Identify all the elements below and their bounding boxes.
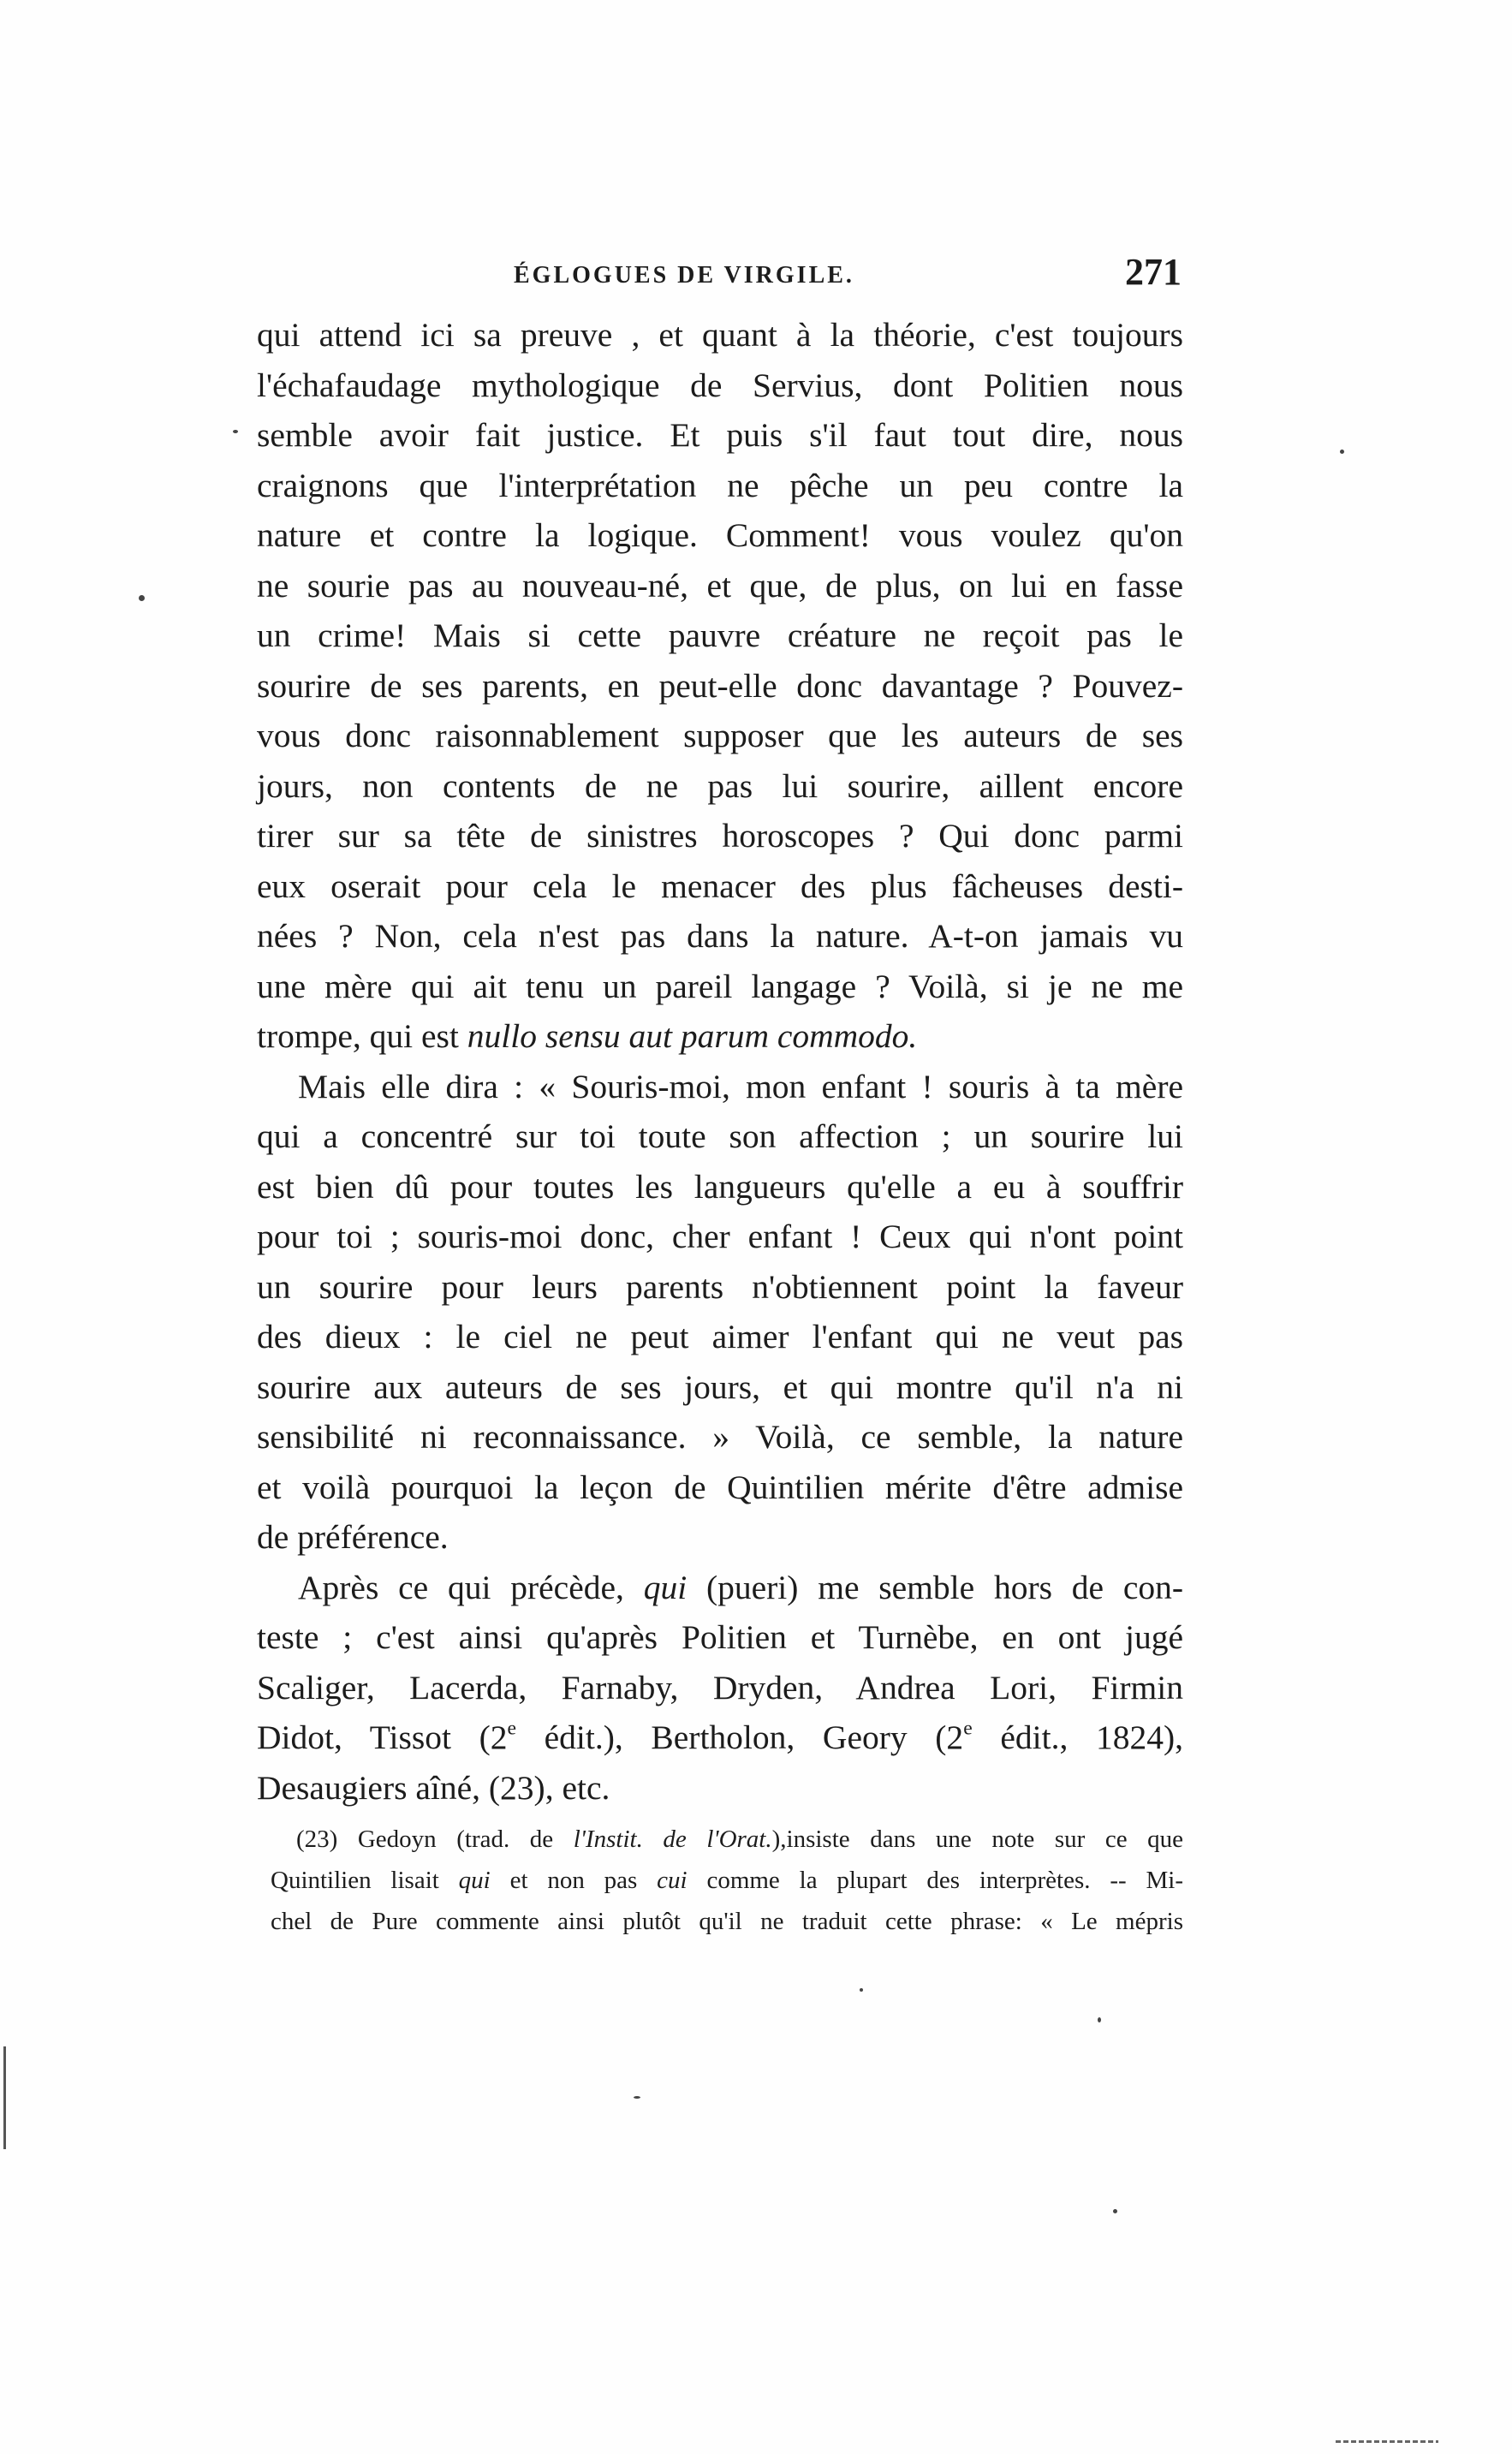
superscript: e: [507, 1717, 517, 1740]
italic-phrase: nullo sensu aut parum commodo.: [467, 1017, 918, 1055]
footnote-text: et non pas: [490, 1867, 658, 1894]
footnote-text: Quintilien lisait: [271, 1867, 459, 1894]
text-line: sourire aux auteurs de ses jours, et qui montre qu'il n'a ni: [257, 1367, 1183, 1406]
text-line: l'échafaudage mythologique de Servius, dont Politien nous: [257, 366, 1183, 404]
body-text: [257, 310, 1183, 1813]
running-title: ÉGLOGUES DE VIRGILE.: [514, 262, 854, 289]
text-line: des dieux : le ciel ne peut aimer l'enfant qui ne veut pas: [257, 1318, 1183, 1355]
text-line: sensibilité ni reconnaissance. » Voilà, ce semble, la nature: [257, 1418, 1183, 1456]
text-line: jours, non contents de ne pas lui sourire, aillent encore: [257, 766, 1183, 805]
text-line: et voilà pourquoi la leçon de Quintilien mérite d'être admise: [257, 1468, 1183, 1506]
text-line: teste ; c'est ainsi qu'après Politien et Turnèbe, en ont jugé: [257, 1618, 1183, 1656]
scan-speck: [1098, 2017, 1101, 2022]
italic-word: qui: [458, 1867, 491, 1894]
text-line: est bien dû pour toutes les langueurs qu'elle a eu à souffrir: [257, 1167, 1183, 1206]
text-line: une mère qui ait tenu un pareil langage ? Voilà, si je ne me: [257, 967, 1183, 1005]
italic-title: l'Instit. de l'Orat.: [573, 1826, 772, 1853]
text-line: ne sourie pas au nouveau-né, et que, de plus, on lui en fasse: [257, 566, 1183, 605]
text-fragment: édit., 1824),: [972, 1718, 1183, 1756]
footnote: [271, 1819, 1183, 1942]
binding-mark: [3, 2046, 6, 2149]
text-line: eux oserait pour cela le menacer des plus fâcheuses desti-: [257, 867, 1183, 905]
scan-speck: [139, 595, 145, 601]
footnote-text: comme la plupart des interprètes. -- Mi-: [687, 1867, 1183, 1894]
text-fragment: trompe, qui est: [257, 1017, 467, 1055]
text-line: craignons que l'interprétation ne pêche un peu contre la: [257, 466, 1183, 504]
text-line: de préférence.: [257, 1518, 449, 1556]
text-line: semble avoir fait justice. Et puis s'il faut tout dire, nous: [257, 416, 1183, 454]
page-number: 271: [1125, 251, 1182, 293]
scan-speck: [860, 1988, 863, 1992]
text-line: nées ? Non, cela n'est pas dans la nature. A-t-on jamais vu: [257, 917, 1183, 955]
text-line: nature et contre la logique. Comment! vous voulez qu'on: [257, 516, 1183, 554]
scan-speck: [634, 2096, 640, 2099]
text-line: un crime! Mais si cette pauvre créature ne reçoit pas le: [257, 616, 1183, 654]
text-line: pour toi ; souris-moi donc, cher enfant ! Ceux qui n'ont point: [257, 1218, 1183, 1255]
text-fragment: Après ce qui précède,: [298, 1568, 644, 1606]
scan-edge: [1336, 2440, 1438, 2443]
text-line: Desaugiers aîné, (23), etc.: [257, 1768, 610, 1807]
scan-speck: [1113, 2209, 1117, 2213]
running-head: [257, 250, 1182, 301]
footnote-text: ),insiste dans une note sur ce que: [771, 1826, 1183, 1853]
text-fragment: édit.), Bertholon, Geory (2: [516, 1718, 964, 1756]
footnote-line: [271, 1860, 1183, 1901]
text-line: Mais elle dira : « Souris-moi, mon enfant ! souris à ta mère: [298, 1067, 1183, 1105]
italic-word: cui: [657, 1867, 688, 1894]
footnote-text: (23) Gedoyn (trad. de: [296, 1826, 574, 1853]
text-line: vous donc raisonnablement supposer que les auteurs de ses: [257, 717, 1183, 754]
footnote-line: [296, 1819, 1183, 1860]
text-fragment: (pueri) me semble hors de con-: [705, 1568, 1184, 1606]
text-line: Scaliger, Lacerda, Farnaby, Dryden, Andrea Lori, Firmin: [257, 1668, 1183, 1706]
scan-speck: [233, 430, 238, 433]
text-line: un sourire pour leurs parents n'obtiennent point la faveur: [257, 1267, 1183, 1306]
text-line: tirer sur sa tête de sinistres horoscopes ? Qui donc parmi: [257, 817, 1183, 855]
text-line: qui a concentré sur toi toute son affection ; un sourire lui: [257, 1117, 1183, 1155]
text-line: sourire de ses parents, en peut-elle donc davantage ? Pouvez-: [257, 666, 1183, 705]
text-line: qui attend ici sa preuve , et quant à la théorie, c'est toujours: [257, 316, 1183, 354]
scan-speck: [1340, 450, 1344, 454]
text-fragment: Didot, Tissot (2: [257, 1718, 508, 1756]
footnote-line: chel de Pure commente ainsi plutôt qu'il ne traduit cette phrase: « Le mépris: [271, 1908, 1183, 1935]
superscript: e: [963, 1717, 973, 1740]
text-line: [257, 1011, 1183, 1062]
text-line: [257, 1563, 1183, 1613]
italic-word: qui: [643, 1568, 688, 1606]
text-line: [257, 1712, 1183, 1763]
